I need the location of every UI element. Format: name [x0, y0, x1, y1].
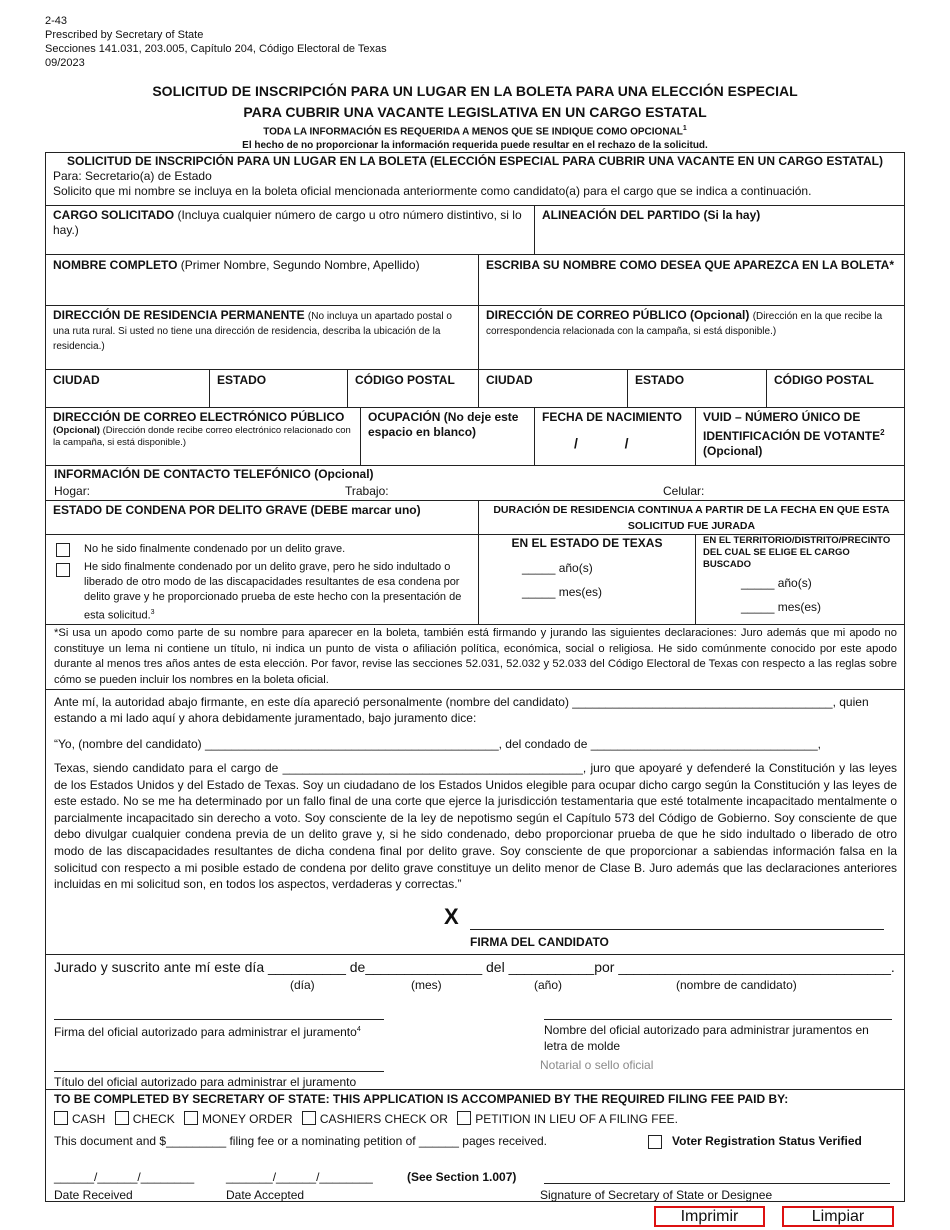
- check-checkbox[interactable]: [115, 1111, 129, 1125]
- nickname-note-row: [46, 624, 904, 689]
- required-notice: TODA LA INFORMACIÓN ES REQUERIDA A MENOS QUE SE INDIQUE COMO OPCIONAL$^1$ El hecho de no proporcionar la información requerida puede resultar en el rechazo de la solicitud.: [242, 125, 708, 152]
- office-row: [46, 205, 904, 254]
- email-row: [46, 407, 904, 465]
- residence-duration-heading: DURACIÓN DE RESIDENCIA CONTINUA A PARTIR DE LA FECHA EN QUE ESTA SOLICITUD FUE JURADA: [478, 501, 904, 534]
- pardoned-checkbox[interactable]: [56, 563, 70, 577]
- party-field[interactable]: ALINEACIÓN DEL PARTIDO (Si la hay): [534, 206, 904, 254]
- official-signature-line[interactable]: [54, 1007, 384, 1020]
- oath-intro: Ante mí, la autoridad abajo firmante, en este día apareció personalmente (nombre del candidato) _______________________________________, quien estando a mi lado aquí y ahora debidamente juramentado, bajo juramento dice:: [54, 695, 869, 725]
- texas-residence-heading: EN EL ESTADO DE TEXAS: [511, 536, 663, 550]
- form-date: 09/2023: [45, 57, 85, 69]
- notary-seal-area: Notarial o sello oficial: [540, 1058, 654, 1072]
- ballot-name-field[interactable]: ESCRIBA SU NOMBRE COMO DESEA QUE APAREZCA EN LA BOLETA*: [478, 255, 904, 305]
- territory-residence-heading: EN EL TERRITORIO/DISTRITO/PRECINTO DEL CUAL SE ELIGE EL CARGO BUSCADO: [703, 535, 891, 570]
- city-row: [46, 369, 904, 407]
- official-title-line[interactable]: [54, 1059, 384, 1072]
- sos-section: [46, 1089, 904, 1203]
- date-received-field[interactable]: ______/______/________: [54, 1170, 195, 1184]
- public-email-field[interactable]: DIRECCIÓN DE CORREO ELECTRÓNICO PÚBLICO (Opcional) (Dirección donde recibe correo electrónico relacionado con la campaña, si está disponible.): [53, 410, 351, 448]
- candidate-signature-label: FIRMA DEL CANDIDATO: [470, 935, 609, 949]
- office-field[interactable]: CARGO SOLICITADO (Incluya cualquier número de cargo u otro número distintivo, si lo hay.): [53, 208, 522, 237]
- jurat-year-label: (año): [534, 978, 563, 992]
- mailing-address-field[interactable]: DIRECCIÓN DE CORREO PÚBLICO (Opcional) (Dirección en la que recibe la correspondencia relacionada con la campaña, si está disponible.): [478, 306, 904, 369]
- official-title-label: Título del oficial autorizado para administrar el juramento: [54, 1075, 357, 1089]
- mail-zip-field[interactable]: CÓDIGO POSTAL: [766, 370, 904, 407]
- intro-request: Solicito que mi nombre se incluya en la boleta oficial mencionada anteriormente como candidato(a) para el cargo que se indica a continuación.: [53, 184, 812, 198]
- voter-verified-checkbox[interactable]: [648, 1135, 662, 1149]
- oath-statement: Texas, siendo candidato para el cargo de _____________________________________________, juro que apoyaré y defenderé la Constitución y las leyes de los Estados Unidos y del Estado de Texas. Soy un ciudadano de los Estados Unidos elegible para ocupar dicho cargo según la Constitución y las leyes de este estado. No se me ha determinado por un fallo final de una corte que ejerce la jurisdicción testamentaria que esté totalmente incapacitado mentalmente o parcialmente incapacitado sin derecho a voto. Soy consciente de la ley de nepotismo según el Capítulo 573 del Código de Gobierno. Soy consciente de que debo divulgar cualquier condena previa de un delito grave y, si he sido condenado, debo proporcionar prueba de que he sido indultado o liberado de otro modo de las discapacidades resultantes de dicha condena final por delito grave. Soy consciente de que proporcionar a sabiendas información falsa en la solicitud con respecto a mi posible estado de condena por delito grave constituye un delito menor de Clase B. Juro además que las declaraciones anteriores incluidas en mi solicitud son, en todos los aspectos, verdaderas y correctas.”: [54, 761, 897, 892]
- application-form: [45, 152, 905, 1202]
- see-section-note: (See Section 1.007): [407, 1170, 517, 1184]
- felony-status-heading: ESTADO DE CONDENA POR DELITO GRAVE (DEBE marcar uno): [53, 503, 421, 517]
- full-name-field[interactable]: NOMBRE COMPLETO (Primer Nombre, Segundo Nombre, Apellido): [53, 258, 420, 272]
- territory-residence-cell: [695, 535, 904, 624]
- cash-checkbox[interactable]: [54, 1111, 68, 1125]
- petition-checkbox[interactable]: [457, 1111, 471, 1125]
- cashiers-check-checkbox[interactable]: [302, 1111, 316, 1125]
- zip-field[interactable]: CÓDIGO POSTAL: [347, 370, 478, 407]
- date-received-label: Date Received: [54, 1188, 133, 1202]
- occupation-field[interactable]: OCUPACIÓN (No deje este espacio en blanco): [360, 408, 534, 465]
- print-button[interactable]: Imprimir: [654, 1206, 765, 1227]
- state-field[interactable]: ESTADO: [209, 370, 347, 407]
- clear-button[interactable]: Limpiar: [782, 1206, 894, 1227]
- not-convicted-checkbox[interactable]: [56, 543, 70, 557]
- jurat-month-label: (mes): [411, 978, 442, 992]
- jurat-line: Jurado y suscrito ante mí este día __________ de_______________ del ___________por ___________________________________.: [54, 959, 895, 975]
- oath-section: [46, 689, 904, 954]
- sos-signature-line[interactable]: [544, 1170, 890, 1184]
- fee-received-line: This document and $_________ filing fee or a nominating petition of ______ pages received.: [54, 1134, 548, 1148]
- money-order-checkbox[interactable]: [184, 1111, 198, 1125]
- city-field[interactable]: CIUDAD: [53, 373, 100, 387]
- residence-address-field[interactable]: DIRECCIÓN DE RESIDENCIA PERMANENTE (No incluya un apartado postal o una ruta rural. Si usted no tiene una dirección de residencia, describa la ubicación de la residencia.): [53, 308, 452, 352]
- statute-reference: Secciones 141.031, 203.005, Capítulo 204, Código Electoral de Texas: [45, 43, 387, 55]
- felony-options-row: [46, 534, 904, 624]
- intro-heading: SOLICITUD DE INSCRIPCIÓN PARA UN LUGAR EN LA BOLETA (ELECCIÓN ESPECIAL PARA CUBRIR UNA VACANTE EN UN CARGO ESTATAL): [66, 154, 883, 168]
- signature-x-mark: X: [444, 904, 459, 929]
- address-row: [46, 305, 904, 369]
- date-accepted-label: Date Accepted: [226, 1188, 305, 1202]
- form-header: [45, 14, 387, 70]
- jurat-candidate-label: (nombre de candidato): [676, 978, 797, 992]
- texas-years-field[interactable]: _____ año(s): [522, 561, 593, 575]
- date-accepted-field[interactable]: _______/______/________: [226, 1170, 373, 1184]
- vuid-field[interactable]: VUID – NÚMERO ÚNICO DE IDENTIFICACIÓN DE VOTANTE$^2$ (Opcional): [695, 408, 904, 465]
- texas-months-field[interactable]: _____ mes(es): [522, 585, 603, 599]
- oath-candidate-line: “Yo, (nombre del candidato) ____________________________________________, del condado de __________________________________,: [54, 737, 821, 751]
- official-signature-label: Firma del oficial autorizado para administrar el juramento$^4$: [54, 1025, 361, 1039]
- sos-heading: TO BE COMPLETED BY SECRETARY OF STATE: THIS APPLICATION IS ACCOMPANIED BY THE REQUIRED FILING FEE PAID BY:: [54, 1092, 789, 1106]
- territory-months-field[interactable]: _____ mes(es): [741, 600, 822, 614]
- intro-section: [46, 153, 904, 205]
- territory-years-field[interactable]: _____ año(s): [741, 576, 812, 590]
- official-name-label: Nombre del oficial autorizado para administrar juramentos en letra de molde: [544, 1023, 869, 1053]
- birth-date-field[interactable]: FECHA DE NACIMIENTO / /: [534, 408, 695, 465]
- texas-residence-cell: [478, 535, 695, 624]
- name-row: [46, 254, 904, 305]
- jurat-day-label: (día): [290, 978, 315, 992]
- mail-state-field[interactable]: ESTADO: [627, 370, 766, 407]
- official-name-line[interactable]: [544, 1007, 892, 1020]
- sos-signature-label: Signature of Secretary of State or Designee: [540, 1188, 773, 1202]
- not-convicted-label: No he sido finalmente condenado por un delito grave.: [84, 543, 346, 555]
- cell-phone-field[interactable]: Celular:: [663, 484, 705, 498]
- fee-payment-options: CASH CHECK MONEY ORDER CASHIERS CHECK OR PETITION IN LIEU OF A FILING FEE.: [54, 1111, 678, 1127]
- pardoned-label: He sido finalmente condenado por un delito grave, pero he sido indultado o liberado de otro modo de las discapacidades resultantes de esa condena por delito grave y he proporcionado prueba de este hecho con la presentación de esta solicitud.$^3$: [84, 561, 462, 622]
- work-phone-field[interactable]: Trabajo:: [345, 484, 389, 498]
- phone-heading: INFORMACIÓN DE CONTACTO TELEFÓNICO (Opcional): [54, 467, 374, 481]
- mail-city-field[interactable]: CIUDAD: [478, 370, 627, 407]
- candidate-signature-line[interactable]: [470, 912, 884, 930]
- felony-heading-row: [46, 500, 904, 534]
- prescribed-by: Prescribed by Secretary of State: [45, 29, 204, 41]
- page-title: SOLICITUD DE INSCRIPCIÓN PARA UN LUGAR EN LA BOLETA PARA UNA ELECCIÓN ESPECIAL PARA CUBRIR UNA VACANTE LEGISLATIVA EN UN CARGO ESTATAL: [152, 83, 798, 120]
- intro-to: Para: Secretario(a) de Estado: [53, 169, 212, 183]
- nickname-note: *Si usa un apodo como parte de su nombre para aparecer en la boleta, también está firmando y jurando las siguientes declaraciones: Juro además que mi apodo no constituye un lema ni contiene un título, ni indica un punto de vista o afiliación política, económica, social o religiosa. He sido comúnmente conocido por este apodo durante al menos tres años antes de esta elección. Por favor, revise las secciones 52.031, 52.032 y 52.033 del Código Electoral de Texas con respecto a las reglas sobre cómo se pueden incluir los nombres en la boleta oficial.: [54, 627, 897, 686]
- voter-verified-label: Voter Registration Status Verified: [672, 1134, 862, 1148]
- home-phone-field[interactable]: Hogar:: [54, 484, 91, 498]
- form-number: 2-43: [45, 15, 68, 27]
- jurat-section: [46, 954, 904, 1089]
- phone-row: [46, 465, 904, 500]
